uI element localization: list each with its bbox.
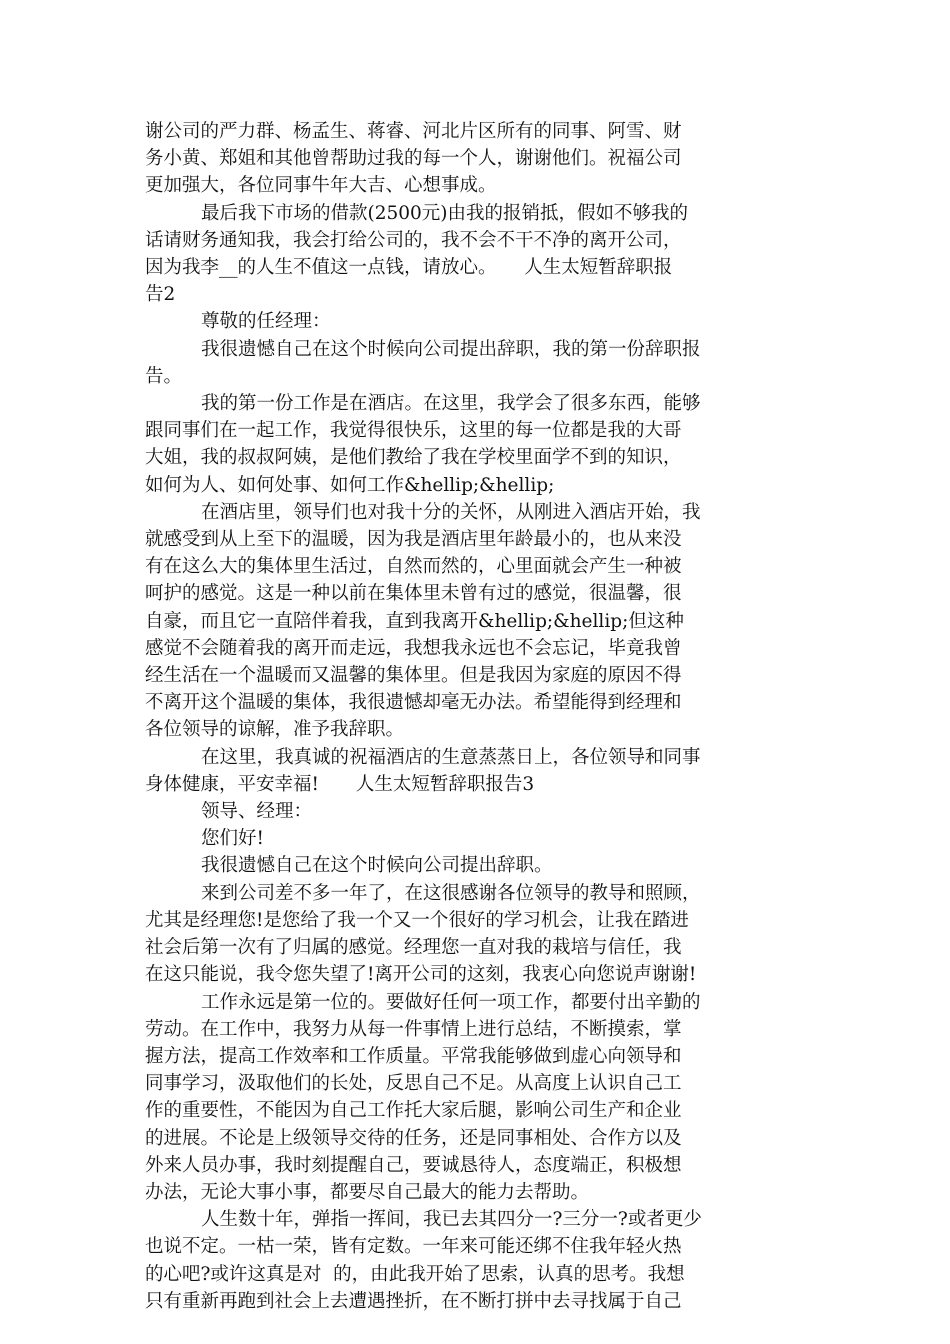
text-line: 握方法，提高工作效率和工作质量。平常我能够做到虚心向领导和 bbox=[145, 1045, 682, 1067]
text-line: 呵护的感觉。这是一种以前在集体里未曾有过的感觉，很温馨，很 bbox=[145, 583, 682, 605]
text-line: 人生数十年，弹指一挥间，我已去其四分一?三分一?或者更少 bbox=[201, 1209, 702, 1231]
text-line: 如何为人、如何处事、如何工作&hellip;&hellip; bbox=[145, 474, 555, 496]
text-line: 在酒店里，领导们也对我十分的关怀，从刚进入酒店开始，我 bbox=[201, 501, 701, 523]
text-line: 我很遗憾自己在这个时候向公司提出辞职。 bbox=[201, 855, 553, 877]
text-line: 工作永远是第一位的。要做好任何一项工作，都要付出辛勤的 bbox=[201, 991, 701, 1013]
text-line: 感觉不会随着我的离开而走远，我想我永远也不会忘记，毕竟我曾 bbox=[145, 637, 682, 659]
text-line: 因为我李__的人生不值这一点钱，请放心。 人生太短暂辞职报 bbox=[145, 257, 673, 279]
text-line: 谢公司的严力群、杨孟生、蒋睿、河北片区所有的同事、阿雪、财 bbox=[145, 121, 682, 142]
text-line: 有在这么大的集体里生活过，自然而然的，心里面就会产生一种被 bbox=[145, 556, 682, 578]
text-line: 外来人员办事，我时刻提醒自己，要诚恳待人，态度端正，积极想 bbox=[145, 1154, 682, 1176]
text-line: 的心吧?或许这真是对 的，由此我开始了思索，认真的思考。我想 bbox=[145, 1263, 685, 1285]
text-line: 告。 bbox=[145, 365, 183, 387]
text-line: 我很遗憾自己在这个时候向公司提出辞职，我的第一份辞职报 bbox=[201, 338, 701, 360]
text-line: 话请财务通知我，我会打给公司的，我不会不干不净的离开公司， bbox=[145, 229, 682, 251]
text-line: 只有重新再跑到社会上去遭遇挫折，在不断打拼中去寻找属于自己 bbox=[145, 1290, 682, 1312]
text-line: 不离开这个温暖的集体，我很遗憾却毫无办法。希望能得到经理和 bbox=[145, 692, 682, 714]
text-line: 务小黄、郑姐和其他曾帮助过我的每一个人，谢谢他们。祝福公司 bbox=[145, 148, 682, 170]
text-line: 办法，无论大事小事，都要尽自己最大的能力去帮助。 bbox=[145, 1181, 590, 1203]
text-line: 尊敬的任经理： bbox=[201, 311, 331, 333]
text-line: 更加强大，各位同事牛年大吉、心想事成。 bbox=[145, 175, 497, 197]
text-line: 社会后第一次有了归属的感觉。经理您一直对我的栽培与信任，我 bbox=[145, 937, 682, 959]
text-line: 各位领导的谅解，准予我辞职。 bbox=[145, 719, 405, 741]
text-line: 在这只能说，我令您失望了!离开公司的这刻，我衷心向您说声谢谢! bbox=[145, 964, 697, 986]
text-line: 经生活在一个温暖而又温馨的集体里。但是我因为家庭的原因不得 bbox=[145, 665, 682, 687]
text-line: 自豪，而且它一直陪伴着我，直到我离开&hellip;&hellip;但这种 bbox=[145, 610, 684, 632]
text-line: 尤其是经理您!是您给了我一个又一个很好的学习机会，让我在踏进 bbox=[145, 909, 689, 931]
text-line: 来到公司差不多一年了，在这很感谢各位领导的教导和照顾， bbox=[201, 882, 701, 904]
text-line: 劳动。在工作中，我努力从每一件事情上进行总结，不断摸索，掌 bbox=[145, 1018, 682, 1040]
text-line: 同事学习，汲取他们的长处，反思自己不足。从高度上认识自己工 bbox=[145, 1073, 682, 1095]
text-line: 跟同事们在一起工作，我觉得很快乐，这里的每一位都是我的大哥 bbox=[145, 420, 682, 442]
text-line: 身体健康，平安幸福! 人生太短暂辞职报告3 bbox=[145, 773, 535, 795]
text-line: 作的重要性，不能因为自己工作托大家后腿，影响公司生产和企业 bbox=[145, 1100, 682, 1122]
text-line: 就感受到从上至下的温暖，因为我是酒店里年龄最小的，也从来没 bbox=[145, 529, 682, 551]
document-body bbox=[145, 118, 817, 1315]
text-line: 领导、经理： bbox=[201, 801, 313, 823]
text-line: 在这里，我真诚的祝福酒店的生意蒸蒸日上，各位领导和同事 bbox=[201, 746, 701, 768]
text-line: 我的第一份工作是在酒店。在这里，我学会了很多东西，能够 bbox=[201, 393, 701, 415]
text-line: 告2 bbox=[145, 284, 176, 306]
text-line: 大姐，我的叔叔阿姨，是他们教给了我在学校里面学不到的知识， bbox=[145, 447, 682, 469]
text-line: 最后我下市场的借款(2500元)由我的报销抵，假如不够我的 bbox=[201, 202, 689, 224]
text-line: 您们好! bbox=[201, 828, 264, 850]
text-line: 的进展。不论是上级领导交待的任务，还是同事相处、合作方以及 bbox=[145, 1127, 682, 1149]
text-line: 也说不定。一枯一荣，皆有定数。一年来可能还绑不住我年轻火热 bbox=[145, 1236, 682, 1258]
